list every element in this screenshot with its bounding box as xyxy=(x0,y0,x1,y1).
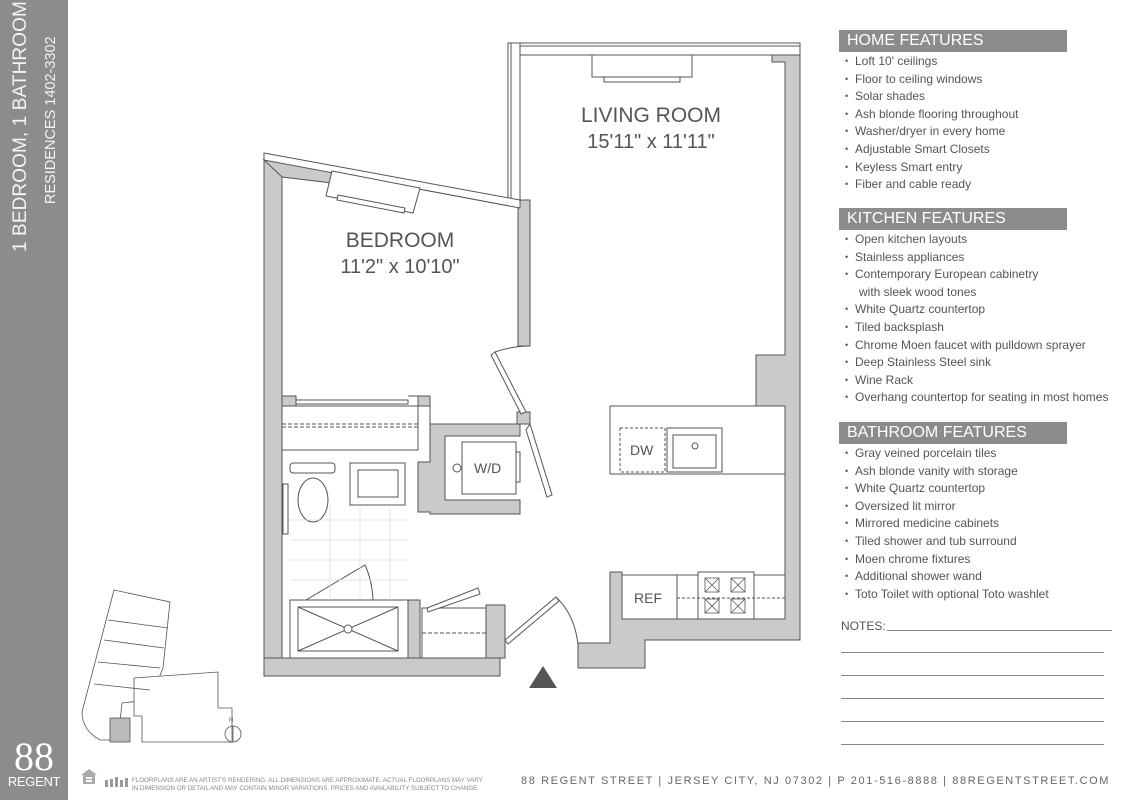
notes-line xyxy=(841,744,1104,745)
entry-arrow-icon xyxy=(529,666,557,688)
home-features-list xyxy=(839,53,1119,194)
feature-item: • Moen chrome fixtures xyxy=(845,551,971,566)
bathroom-features-panel xyxy=(839,422,1119,603)
feature-item: • Wine Rack xyxy=(845,372,914,387)
washer-dryer-label: W/D xyxy=(474,460,502,476)
feature-item: • Loft 10' ceilings xyxy=(845,54,938,68)
feature-item: • Ash blonde vanity with storage xyxy=(845,463,1018,478)
feature-item: • Keyless Smart entry xyxy=(845,159,963,174)
room-dimensions: 11'2" x 10'10" xyxy=(340,256,460,278)
disclaimer xyxy=(132,777,483,793)
room-name: BEDROOM xyxy=(345,229,455,252)
residences-label: RESIDENCES 1402-3302 xyxy=(43,36,59,204)
notes-line xyxy=(887,630,1112,631)
disclaimer-line: IN DIMENSION OR DETAIL AND MAY CONTAIN MINOR VARIATIONS. PRICES AND AVAILABILITY SUBJECT TO CHANGE. xyxy=(132,785,480,792)
feature-item: • Additional shower wand xyxy=(845,569,982,584)
feature-item: • Washer/dryer in every home xyxy=(845,124,1006,139)
feature-item: • Tiled shower and tub surround xyxy=(845,533,1017,548)
feature-item: • Overhang countertop for seating in most homes xyxy=(845,390,1109,405)
refrigerator-label: REF xyxy=(634,590,662,606)
kitchen-features-heading: KITCHEN FEATURES xyxy=(839,208,1067,230)
feature-item: • Oversized lit mirror xyxy=(845,498,956,513)
unit-type-label: 1 BEDROOM, 1 BATHROOM xyxy=(10,1,31,252)
accessibility-icon xyxy=(104,775,132,789)
feature-item: • White Quartz countertop xyxy=(845,481,986,496)
notes-line xyxy=(841,698,1104,699)
notes-line xyxy=(841,652,1104,653)
notes-label: NOTES: xyxy=(841,619,886,633)
brand-logo-name: REGENT xyxy=(7,774,61,789)
bathroom-features-list xyxy=(839,445,1119,603)
feature-item: • Gray veined porcelain tiles xyxy=(845,446,997,460)
bathroom-features-heading: BATHROOM FEATURES xyxy=(839,422,1067,444)
feature-item: • Toto Toilet with optional Toto washlet xyxy=(845,586,1049,601)
feature-item: • Fiber and cable ready xyxy=(845,177,972,192)
north-label: N xyxy=(229,718,234,724)
feature-item: • Tiled backsplash xyxy=(845,319,944,334)
feature-item: • White Quartz countertop xyxy=(845,302,986,317)
feature-item: • Contemporary European cabinetry xyxy=(845,267,1039,282)
footer-address: 88 REGENT STREET | JERSEY CITY, NJ 07302 | P 201-516-8888 | 88REGENTSTREET.COM xyxy=(521,775,1111,787)
dishwasher-label: DW xyxy=(630,442,654,458)
key-plan xyxy=(82,590,241,742)
feature-item: • Solar shades xyxy=(845,89,926,104)
feature-item: • Stainless appliances xyxy=(845,249,965,264)
notes-line xyxy=(841,675,1104,676)
room-label-living xyxy=(566,103,736,155)
room-label-bedroom xyxy=(320,228,480,280)
feature-item-continuation: with sleek wood tones xyxy=(859,284,977,299)
room-dimensions: 15'11" x 11'11" xyxy=(587,131,715,153)
room-name: LIVING ROOM xyxy=(580,104,722,127)
feature-item: • Mirrored medicine cabinets xyxy=(845,516,1000,531)
feature-item: • Open kitchen layouts xyxy=(845,232,968,246)
home-features-heading: HOME FEATURES xyxy=(839,30,1067,52)
kitchen-features-panel xyxy=(839,208,1119,407)
brand-logo-number: 88 xyxy=(14,734,54,779)
equal-housing-icon xyxy=(80,768,98,788)
feature-item: • Deep Stainless Steel sink xyxy=(845,355,992,370)
feature-item: • Chrome Moen faucet with pulldown sprayer xyxy=(845,337,1086,352)
feature-item: • Ash blonde flooring throughout xyxy=(845,106,1019,121)
home-features-panel xyxy=(839,30,1119,194)
feature-item: • Adjustable Smart Closets xyxy=(845,141,990,156)
disclaimer-line: FLOORPLANS ARE AN ARTIST'S RENDERING. ALL DIMENSIONS ARE APPROXIMATE. ACTUAL FLOORPLANS MAY VARY xyxy=(132,777,483,784)
notes-line xyxy=(841,721,1104,722)
kitchen-features-list xyxy=(839,231,1119,407)
notes-section xyxy=(841,617,1113,635)
feature-item: • Floor to ceiling windows xyxy=(845,71,983,86)
